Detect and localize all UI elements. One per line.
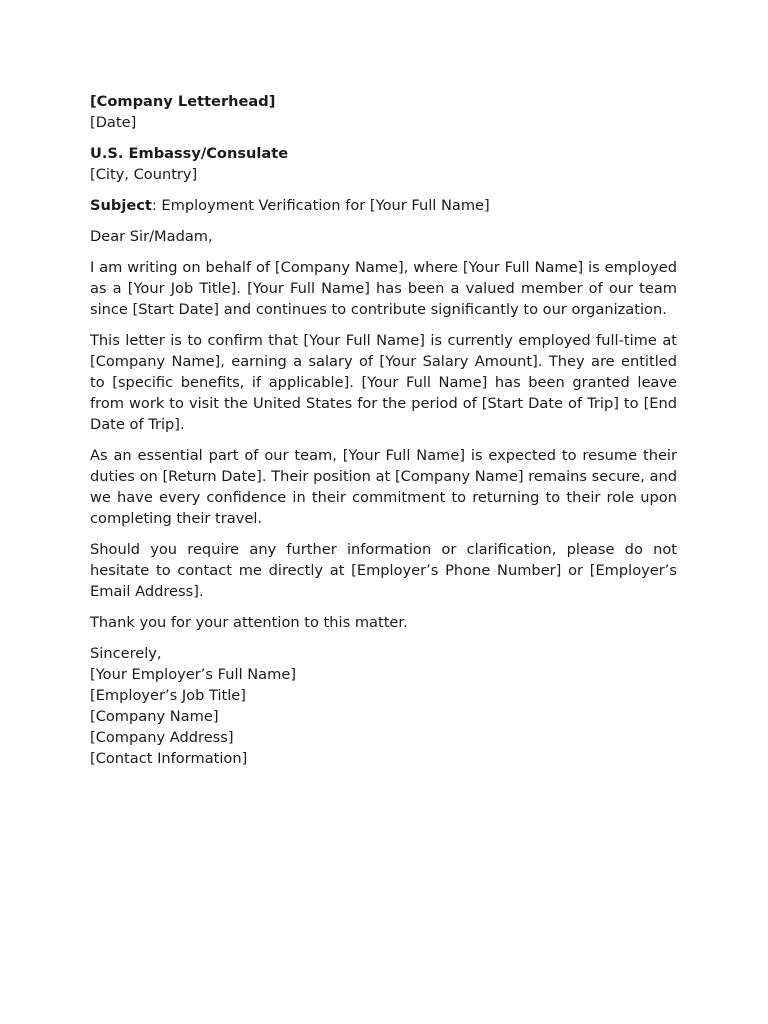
paragraph-thanks: Thank you for your attention to this matter. [90, 614, 408, 631]
subject-text: : Employment Verification for [Your Full Name] [151, 197, 490, 214]
paragraph-return: As an essential part of our team, [Your Full Name] is expected to resume their duties on [Return Date]. Their position at [Company Name] remains secure, and we have every confidence in their commitment to returning to their role upon completing their travel. [90, 447, 677, 527]
employer-title: [Employer’s Job Title] [90, 687, 246, 704]
letter-body [90, 91, 677, 779]
signature-block [90, 643, 677, 769]
subject-label: Subject [90, 197, 152, 214]
recipient-block [90, 143, 677, 185]
paragraph-confirmation: This letter is to confirm that [Your Full Name] is currently employed full-time at [Company Name], earning a salary of [Your Salary Amount]. They are entitled to [specific benefits, if applicable]. [Your Full Name] has been granted leave from work to visit the United States for the period of [Start Date of Trip] to [End Date of Trip]. [90, 332, 677, 433]
recipient-location: [City, Country] [90, 166, 198, 183]
paragraph-contact: Should you require any further information or clarification, please do not hesitate to contact me directly at [Employer’s Phone Number] or [Employer’s Email Address]. [90, 541, 677, 600]
paragraph-intro: I am writing on behalf of [Company Name], where [Your Full Name] is employed as a [Your Job Title]. [Your Full Name] has been a valued member of our team since [Start Date] and continues to contribute significantly to our organization. [90, 259, 677, 318]
company-address: [Company Address] [90, 729, 234, 746]
valediction: Sincerely, [90, 645, 162, 662]
subject-line [90, 195, 677, 216]
letterhead-block [90, 91, 677, 133]
employer-name: [Your Employer’s Full Name] [90, 666, 297, 683]
contact-information: [Contact Information] [90, 750, 248, 767]
salutation: Dear Sir/Madam, [90, 228, 213, 245]
company-letterhead: [Company Letterhead] [90, 93, 276, 110]
recipient-name: U.S. Embassy/Consulate [90, 145, 289, 162]
letter-date: [Date] [90, 114, 137, 131]
company-name: [Company Name] [90, 708, 219, 725]
